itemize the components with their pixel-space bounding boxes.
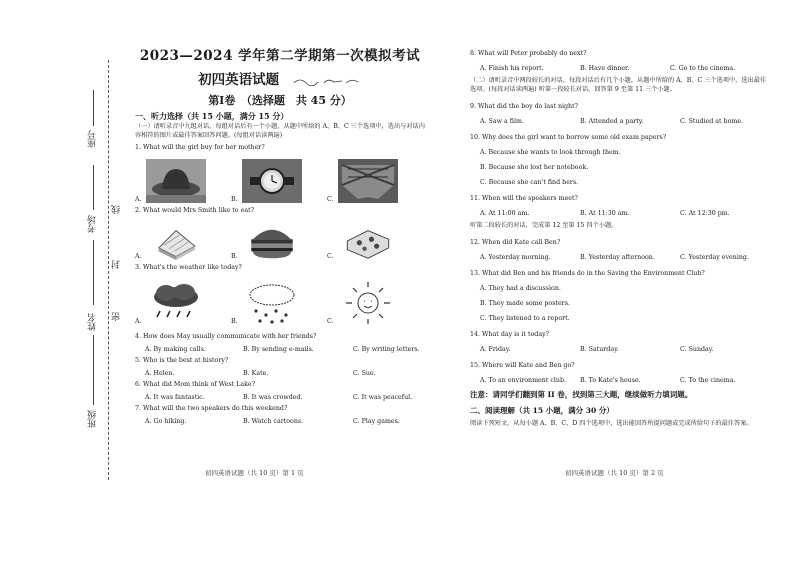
handwritten-signature xyxy=(292,76,362,86)
question-14: 14. What day is it today? xyxy=(470,331,550,338)
binding-dashed-line xyxy=(108,60,109,480)
question-5-options xyxy=(135,370,425,377)
option-b[interactable]: B. Saturday. xyxy=(580,346,619,353)
question-2: 2. What would Mrs Smith like to eat? xyxy=(135,207,254,214)
option-b[interactable]: B. By sending e-mails. xyxy=(243,346,314,353)
class-label: 班级 xyxy=(88,410,98,428)
option-a[interactable]: A. Helen. xyxy=(145,370,175,377)
option-c[interactable]: C. To the cinema. xyxy=(680,377,736,384)
seat-label: 座号 xyxy=(88,130,98,148)
left-page xyxy=(135,44,425,425)
question-11: 11. When will the speakers meet? xyxy=(470,195,578,202)
option-a[interactable]: A. Finish his report. xyxy=(480,65,544,72)
cake-photo xyxy=(146,222,206,260)
hamburger-photo xyxy=(242,222,302,260)
option-c[interactable]: C. Yesterday evening. xyxy=(680,254,749,261)
exam-title: 2023—2024 学年第二学期第一次模拟考试 xyxy=(139,48,421,64)
option-a[interactable]: A. Friday. xyxy=(480,346,511,353)
option-b[interactable]: B. Watch cartoons. xyxy=(243,418,304,425)
right-page xyxy=(470,44,770,428)
question-13: 13. What did Ben and his friends do in the Saving the Environment Club? xyxy=(470,270,705,277)
footer-page-2: 初四英语试题（共 10 页）第 2 页 xyxy=(565,469,664,477)
exam-room-label: 考场 xyxy=(88,215,98,233)
option-c[interactable]: C. They listened to a report. xyxy=(480,315,570,322)
option-c[interactable]: C. By writing letters. xyxy=(353,346,420,353)
binding-margin xyxy=(0,0,130,561)
option-b[interactable]: B. xyxy=(231,281,327,325)
option-a[interactable]: A. Because she wants to look through them. xyxy=(480,149,621,156)
listening-part2-instructions: （二）请听录音中两段较长的对话，每段对话后有几个小题，从题中所给的 A、B、C 三个选项中，选出最佳选项。(每段对话读两遍) 听第一段较长对话，回答第 9 至第 11 三个小题。 xyxy=(470,77,767,93)
option-c[interactable]: C. It was peaceful. xyxy=(353,394,413,401)
option-b[interactable]: B. Yesterday afternoon. xyxy=(580,254,655,261)
question-4-options xyxy=(135,346,425,353)
option-b[interactable]: B. Kate. xyxy=(243,370,269,377)
part-one-title: 第Ⅰ卷 （选择题 共 45 分） xyxy=(208,94,352,107)
option-b[interactable]: B. They made some posters. xyxy=(480,300,570,307)
option-a[interactable]: A. At 11:00 am. xyxy=(480,210,530,217)
class-underline xyxy=(93,335,94,405)
snowy-icon xyxy=(242,281,302,325)
option-c[interactable]: C. xyxy=(327,159,423,203)
seat-underline xyxy=(93,90,94,126)
seal-char-line: 线 xyxy=(112,205,122,214)
question-1: 1. What will the girl buy for her mother? xyxy=(135,144,265,151)
option-a[interactable]: A. By making calls. xyxy=(145,346,206,353)
question-12-options xyxy=(470,254,770,261)
seal-char-seal: 封 xyxy=(112,260,122,269)
option-a[interactable]: A. xyxy=(135,222,231,260)
question-3-pictures xyxy=(135,275,425,325)
footer-page-1: 初四英语试题（共 10 页）第 1 页 xyxy=(205,469,304,477)
option-b[interactable]: B. xyxy=(231,222,327,260)
question-6: 6. What did Mom think of West Lake? xyxy=(135,381,256,388)
option-c[interactable]: C. At 12:30 pm. xyxy=(680,210,730,217)
rainy-icon xyxy=(146,281,206,325)
section-listening-instructions: （一）请听录音中九组对话，每组对话后有一个小题，从题中所给的 A、B、C 三个选项中，选出与对话内容相符的图片或最佳答案回答问题。(每组对话读两遍) xyxy=(135,123,425,139)
question-8: 8. What will Peter probably do next? xyxy=(470,50,587,57)
question-6-options xyxy=(135,394,425,401)
question-8-options xyxy=(470,65,770,72)
question-1-pictures xyxy=(135,155,425,203)
section-reading-instructions: 阅读下列短文，从每小题 A、B、C、D 四个选项中，选出能回答所提问题或完成所给句子的最佳答案。 xyxy=(470,420,753,427)
option-b[interactable]: B. At 11:30 am. xyxy=(580,210,630,217)
option-c[interactable]: C. Play games. xyxy=(353,418,400,425)
section-listening-heading: 一、听力选择（共 15 小题，满分 15 分） xyxy=(135,111,289,121)
question-15: 15. Where will Kate and Ben go? xyxy=(470,362,575,369)
option-c[interactable]: C. xyxy=(327,281,423,325)
question-4: 4. How does May usually communicate with her friends? xyxy=(135,333,317,340)
option-b[interactable]: B. It was crowded. xyxy=(243,394,303,401)
option-b[interactable]: B. To Kate's house. xyxy=(580,377,641,384)
question-9-options xyxy=(470,118,770,125)
subtitle-text: 初四英语试题 xyxy=(198,72,280,88)
section-reading-heading: 二、阅读理解（共 15 小题，满分 30 分） xyxy=(470,406,614,415)
hat-photo xyxy=(146,159,206,203)
option-a[interactable]: A. It was fantastic. xyxy=(145,394,205,401)
option-a[interactable]: A. They had a discussion. xyxy=(480,285,561,292)
exam-subtitle xyxy=(135,68,425,88)
option-a[interactable]: A. xyxy=(135,281,231,325)
question-2-pictures xyxy=(135,218,425,260)
pizza-photo xyxy=(338,222,398,260)
listening-part3-instructions: 听第二段较长的对话，完成第 12 至第 15 四个小题。 xyxy=(470,222,618,229)
scarf-photo xyxy=(338,159,398,203)
question-7-options xyxy=(135,418,425,425)
question-12: 12. When did Kate call Ben? xyxy=(470,239,561,246)
option-b[interactable]: B. Have dinner. xyxy=(580,65,630,72)
question-10: 10. Why does the girl want to borrow some old exam papers? xyxy=(470,134,667,141)
question-15-options xyxy=(470,377,770,384)
option-c[interactable]: C. xyxy=(327,222,423,260)
option-b[interactable]: B. Because she lost her notebook. xyxy=(480,164,589,171)
option-c[interactable]: C. Sunday. xyxy=(680,346,714,353)
option-c[interactable]: C. Sue. xyxy=(353,370,376,377)
question-14-options xyxy=(470,346,770,353)
question-9: 9. What did the boy do last night? xyxy=(470,103,579,110)
question-5: 5. Who is the best at history? xyxy=(135,357,229,364)
option-c[interactable]: C. Studied at home. xyxy=(680,118,744,125)
watch-photo xyxy=(242,159,302,203)
question-3: 3. What's the weather like today? xyxy=(135,264,242,271)
option-a[interactable]: A. xyxy=(135,159,231,203)
option-a[interactable]: A. Saw a film. xyxy=(480,118,524,125)
name-underline xyxy=(93,240,94,305)
option-c[interactable]: C. Because she can't find hers. xyxy=(480,179,579,186)
attention-note: 注意：请同学们翻到第 II 卷，找到第三大题，继续做听力填词题。 xyxy=(470,390,693,399)
option-b[interactable]: B. xyxy=(231,159,327,203)
option-c[interactable]: C. Go to the cinema. xyxy=(670,65,736,72)
option-a[interactable]: A. To an environment club. xyxy=(480,377,566,384)
exam-room-underline xyxy=(93,165,94,210)
option-a[interactable]: A. Go hiking. xyxy=(145,418,187,425)
question-7: 7. What will the two speakers do this weekend? xyxy=(135,405,288,412)
name-label: 姓名 xyxy=(88,313,98,331)
seal-char-dense: 密 xyxy=(112,312,122,321)
sunny-icon xyxy=(338,281,398,325)
option-a[interactable]: A. Yesterday morning. xyxy=(480,254,551,261)
question-11-options xyxy=(470,210,770,217)
option-b[interactable]: B. Attended a party. xyxy=(580,118,644,125)
